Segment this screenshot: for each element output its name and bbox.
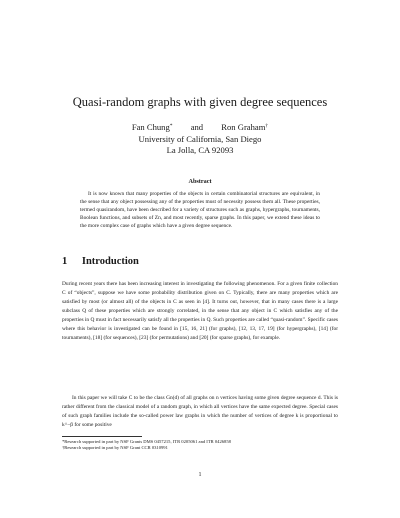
author-conjunction: and <box>190 122 204 132</box>
section-title: Introduction <box>81 256 139 267</box>
author-name-1: Fan Chung* <box>131 122 173 132</box>
footnote-rule <box>62 436 142 437</box>
abstract-heading: Abstract <box>188 178 212 185</box>
author-name-2: Ron Graham† <box>221 122 269 132</box>
section-heading <box>62 256 139 267</box>
footnote-mark-2: † <box>265 123 269 129</box>
affiliation: University of California, San Diego <box>138 133 262 144</box>
abstract-body <box>80 190 320 230</box>
author-names <box>0 122 400 134</box>
body-paragraph-2: In this paper we will take C to be the class Gn(d) of all graphs on n vertices having some given degree sequence d. This is rather different from the classical model of a random graph, in which all vertices have the same expected degree. Special cases of such graph families include the so-called power law graphs in which the number of vertices of degree k is proportional to k^−β for some positive <box>62 395 338 428</box>
location: La Jolla, CA 92093 <box>166 145 234 155</box>
footnote-1: *Research supported in part by NSF Grants DMS 0457215, ITR 0205061 and ITR 0426858 <box>62 439 231 444</box>
section-number: 1 <box>62 256 68 267</box>
footnote-2: †Research supported in part by NSF Grant CCR 0310991 <box>62 445 168 450</box>
paper-title: Quasi-random graphs with given degree sequences <box>72 95 328 109</box>
abstract-text: It is now known that many properties of the objects in certain combinatorial structures are equivalent, in the sense that any object possessing any of the properties must of necessity possess them all. These properties, termed quasirandom, have been described for a variety of structures such as graphs, hypergraphs, tournaments, Boolean functions, and subsets of Zn, and most recently, sparse graphs. In this paper, we extend these ideas to the more complex case of graphs which have a given degree sequence. <box>80 191 320 229</box>
author-block <box>0 122 400 157</box>
page-number: 1 <box>198 472 202 478</box>
footnote-mark-1: * <box>169 123 173 129</box>
body-paragraph-1: During recent years there has been increasing interest in investigating the following phenomenon. For a given finite collection C of “objects”, suppose we have some probability distribution given on C. Typically, there are many properties which are satisfied by most (or almost all) of the objects in C as seen in [4]. It turns out, however, that in many cases there is a large subclass Q of these properties which are strongly correlated, in the sense that any object in C which satisfies any of the properties in Q must in fact necessarily satisfy all the properties in Q. Such properties are called “quasi-random”. Specific cases where this behavior is investigated can be found in [15, 16, 21] (for graphs), [12, 13, 17, 19] (for hypergraphs), [14] (for tournaments), [18] (for sequences), [23] (for permutations) and [20] (for sparse graphs), for example. <box>62 281 338 341</box>
